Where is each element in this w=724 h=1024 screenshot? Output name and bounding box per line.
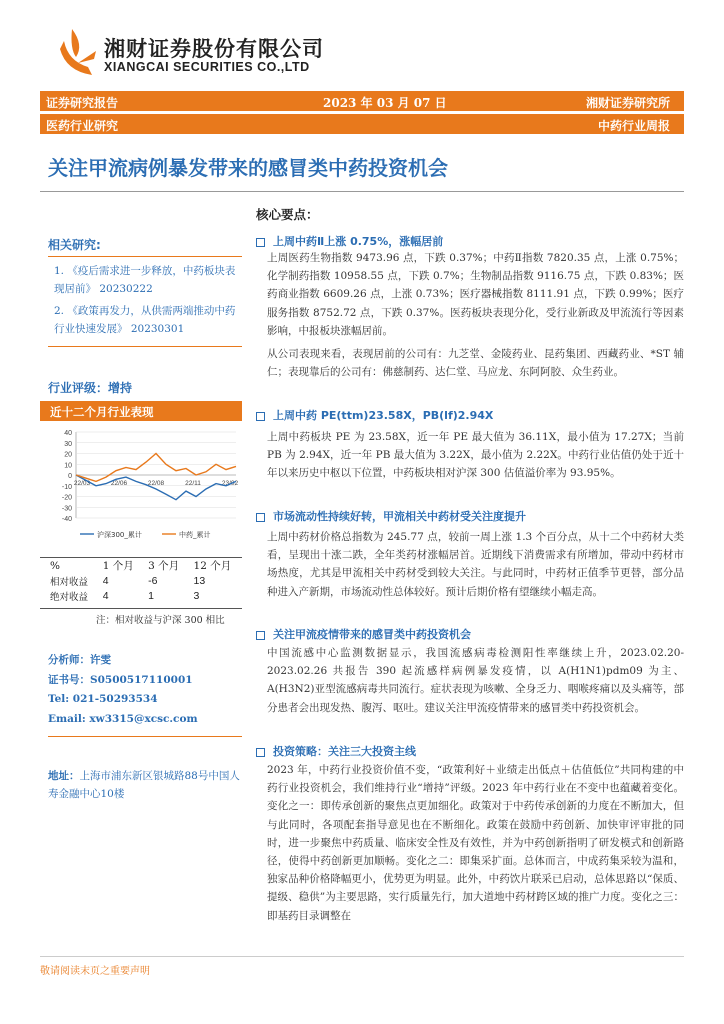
company-name-cn: 湘财证券股份有限公司 (104, 37, 324, 61)
table-header-cell: 12 个月 (193, 560, 232, 572)
performance-chart (44, 424, 244, 548)
checkbox-square-icon (256, 513, 265, 522)
table-cell: 1 (148, 589, 154, 602)
company-logo-icon (58, 27, 98, 79)
section-heading-5 (256, 743, 416, 759)
checkbox-square-icon (256, 631, 265, 640)
series-line (76, 454, 236, 482)
footer-disclaimer[interactable]: 敬请阅读末页之重要声明 (40, 966, 150, 977)
table-cell: 13 (193, 574, 206, 587)
analyst-cert: 证书号：S0500517110001 (48, 673, 193, 686)
analyst-tel: Tel: 021-50293534 (48, 693, 158, 705)
related-research-title: 相关研究: (48, 238, 101, 252)
title-divider (40, 191, 684, 192)
y-tick-label: -40 (61, 516, 72, 523)
series-line (73, 475, 236, 500)
report-type: 证券研究报告 (46, 96, 119, 110)
analyst-divider (48, 736, 242, 737)
section-heading-2 (256, 407, 493, 423)
section-1-para-1: 上周医药生物指数 9473.96 点，下跌 0.37%；中药Ⅱ指数 7820.35 点，上涨 0.75%；化学制药指数 10958.55 点，下跌 0.7%；生物制品指数 9116.75 点，下跌 0.83%；医药商业指数 6609.26 点，上涨 0.73%；医疗器械指数 8111.91 点，下跌 0.99%；医疗服务指数 8752.72 点，下跌 0.37%。医药板块表现分化，受行业新政及甲流流行等因素影响，中报板块涨幅居前。 (267, 252, 684, 337)
table-cell: 绝对收益 (50, 591, 89, 603)
analyst-name: 分析师：许雯 (48, 654, 111, 666)
section-heading-4 (256, 626, 471, 642)
table-header-cell: % (50, 559, 60, 572)
related-item-1[interactable]: 1. 《疫后需求进一步释放，中药板块表现居前》 20230222 (54, 265, 236, 295)
address-block (48, 767, 244, 803)
section-5-para-1: 2023 年，中药行业投资价值不变，“政策利好＋业绩走出低点＋估值低位”共同构建的中药行业投资机会，我们维持行业“增持”评级。2023 年中药行业在不变中也蕴藏着变化。变化之一：即传承创新的聚焦点更加细化。政策对于中药传承创新的力度在不断加大，但与此同时，各项配套指导意见也在不断细化。政策在鼓励中药创新、加快审评审批的同时，进一步聚焦中药质量、临床安全性及有效性，并为中药创新指明了研发模式和创新路径，使得中药创新更加顺畅。变化之二：即集采扩面。总体而言，中成药集采较为温和，独家品种价格降幅更小，优势更为明显。此外，中药饮片联采已启动，总体思路以“保质、提级、稳供”为主要思路，实行质量先行，加大道地中药材跨区域的推广力度。变化之三：即基药目录调整在 (267, 764, 684, 922)
y-tick-label: 0 (68, 473, 72, 480)
analyst-block (48, 651, 244, 729)
y-tick-label: -20 (61, 494, 72, 502)
institute-name: 湘财证券研究所 (585, 96, 670, 110)
performance-table (44, 558, 240, 603)
table-row (44, 573, 240, 588)
industry-rating: 行业评级：增持 (48, 381, 133, 395)
table-header-cell: 3 个月 (148, 560, 180, 572)
section-heading-3 (256, 508, 526, 524)
related-item-2[interactable]: 2. 《政策再发力，从供需两端推动中药行业快速发展》 20230301 (54, 305, 236, 335)
table-cell: 4 (102, 574, 109, 587)
x-tick-label: 23/02 (221, 480, 239, 487)
legend-label: 中药_累计 (179, 531, 211, 539)
y-tick-label: 30 (64, 440, 72, 448)
y-tick-label: -30 (61, 505, 72, 513)
related-bottom-divider (48, 346, 242, 347)
section-3-para-1: 上周中药材价格总指数为 245.77 点，较前一周上涨 1.3 个百分点，从十二个中药材大类看，呈现出十涨二跌，全年类药材涨幅居首。近期线下消费需求有所增加，带动中药材市场热度，尤其是甲流相关中药材受到较大关注。与此同时，中药材正值季节更替，部分品种进入产新期，市场流动性总体较好。预计后期价格有望继续小幅走高。 (267, 531, 684, 598)
table-header-row (44, 558, 240, 573)
analyst-email[interactable]: Email: xw3315@xcsc.com (48, 712, 198, 725)
section-2-para-1: 上周中药板块 PE 为 23.58X，近一年 PE 最大值为 36.11X，最小值为 17.27X；当前 PB 为 2.94X，近一年 PB 最大值为 3.22X，最小值为 2.22X。中药行业估值仍处于近十年以来历史中枢以下位置，中药板块相对沪深 300 估值溢价率为 93.95%。 (267, 431, 684, 480)
performance-title: 近十二个月行业表现 (50, 405, 154, 419)
key-points-title: 核心要点： (256, 207, 319, 222)
section-heading-text: 上周中药 PE(ttm)23.58X，PB(lf)2.94X (273, 409, 494, 422)
report-category: 医药行业研究 (46, 119, 119, 133)
x-tick-label: 22/06 (110, 480, 128, 487)
y-tick-label: -10 (61, 483, 72, 491)
table-row (44, 588, 240, 603)
table-cell: 3 (193, 589, 200, 602)
related-divider (48, 256, 242, 257)
table-note: 注：相对收益与沪深 300 相比 (96, 615, 225, 626)
section-heading-text: 上周中药Ⅱ上涨 0.75%，涨幅居前 (273, 235, 444, 248)
section-1-para-2: 从公司表现来看，表现居前的公司有：九芝堂、金陵药业、昆药集团、西藏药业、*ST 辅仁；表现靠后的公司有：佛慈制药、达仁堂、马应龙、东阿阿胶、众生药业。 (267, 348, 684, 379)
address-label: 地址： (48, 770, 80, 782)
table-header-cell: 1 个月 (102, 560, 134, 572)
section-4-para-1: 中国流感中心监测数据显示，我国流感病毒检测阳性率继续上升，2023.02.20-2023.02.26 共报告 390 起流感样病例暴发疫情，以 A(H1N1)pdm09 为主、A(H3N2)亚型流感病毒共同流行。症状表现为咳嗽、全身乏力、咽喉疼痛以及头痛等，部分患者会出现发热、腹泻、呕吐。建议关注甲流疫情带来的感冒类中药投资机会。 (267, 647, 684, 714)
page-title: 关注甲流病例暴发带来的感冒类中药投资机会 (48, 156, 448, 180)
report-category-bar (40, 114, 684, 134)
y-tick-label: 10 (64, 462, 72, 470)
report-date: 2023 年 03 月 07 日 (323, 96, 447, 110)
y-tick-label: 40 (64, 430, 72, 437)
performance-header (40, 401, 242, 421)
table-cell: -6 (148, 574, 158, 587)
report-info-bar (40, 91, 684, 111)
x-tick-label: 22/08 (147, 480, 165, 487)
address-text: 上海市浦东新区银城路88号中国人寿金融中心10楼 (48, 770, 240, 800)
checkbox-square-icon (256, 748, 265, 757)
table-cell: 相对收益 (50, 576, 89, 588)
section-heading-text: 投资策略：关注三大投资主线 (273, 745, 416, 758)
y-tick-label: 20 (64, 451, 72, 459)
x-tick-label: 22/11 (185, 480, 201, 487)
table-bottom-rule (40, 608, 242, 609)
company-name-en: XIANGCAI SECURITIES CO.,LTD (104, 60, 310, 74)
footer-rule (40, 956, 684, 957)
section-heading-1 (256, 233, 443, 249)
checkbox-square-icon (256, 412, 265, 421)
section-heading-text: 市场流动性持续好转，甲流相关中药材受关注度提升 (273, 510, 526, 523)
x-tick-label: 22/03 (73, 480, 91, 487)
report-series: 中药行业周报 (597, 119, 670, 133)
section-heading-text: 关注甲流疫情带来的感冒类中药投资机会 (273, 628, 471, 641)
legend-label: 沪深300_累计 (97, 531, 142, 539)
table-cell: 4 (102, 589, 109, 602)
checkbox-square-icon (256, 238, 265, 247)
